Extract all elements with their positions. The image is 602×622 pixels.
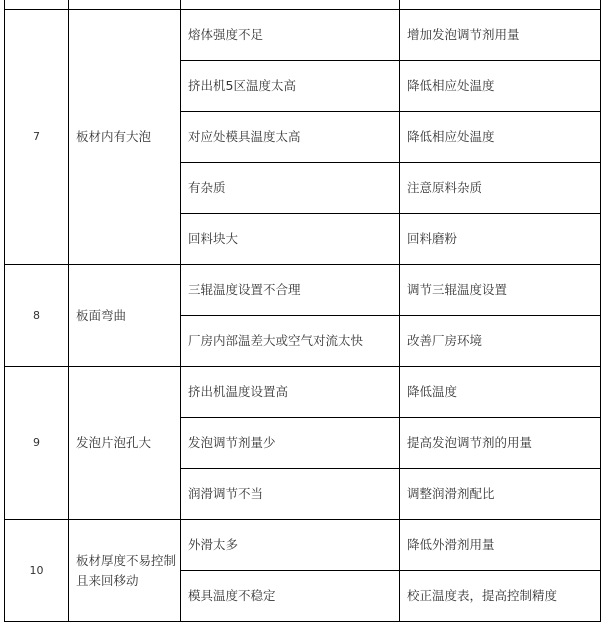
cause-cell: 回料块大 xyxy=(181,214,400,265)
table-row xyxy=(5,10,601,61)
cause-cell: 厂房内部温差大或空气对流太快 xyxy=(181,316,400,367)
fix-cell: 增加发泡调节剂用量 xyxy=(400,10,601,61)
fix-cell: 降低外滑剂用量 xyxy=(400,520,601,571)
fix-cell: 降低相应处温度 xyxy=(400,61,601,112)
table-row xyxy=(5,265,601,316)
cause-cell: 熔体强度不足 xyxy=(181,10,400,61)
fix-cell: 提高发泡调节剂的用量 xyxy=(400,418,601,469)
item-number: 7 xyxy=(5,10,69,265)
cause-cell: 有杂质 xyxy=(181,163,400,214)
problem-cell: 板材厚度不易控制且来回移动 xyxy=(69,520,181,622)
fix-cell: 注意原料杂质 xyxy=(400,163,601,214)
problem-cell: 板材内有大泡 xyxy=(69,10,181,265)
cause-cell: 外滑太多 xyxy=(181,520,400,571)
cause-cell: 对应处模具温度太高 xyxy=(181,112,400,163)
item-number: 9 xyxy=(5,367,69,520)
problem-cell: 发泡片泡孔大 xyxy=(69,367,181,520)
fix-cell: 降低温度 xyxy=(400,367,601,418)
defect-table xyxy=(4,0,601,622)
fix-cell: 校正温度表，提高控制精度 xyxy=(400,571,601,622)
item-number: 10 xyxy=(5,520,69,622)
problem-cell: 板面弯曲 xyxy=(69,265,181,367)
fix-cell: 降低相应处温度 xyxy=(400,112,601,163)
table-row xyxy=(5,367,601,418)
fix-cell: 改善厂房环境 xyxy=(400,316,601,367)
cause-cell: 发泡调节剂量少 xyxy=(181,418,400,469)
item-number: 8 xyxy=(5,265,69,367)
fix-cell: 调节三辊温度设置 xyxy=(400,265,601,316)
table-row xyxy=(5,520,601,571)
table-row-previous-partial xyxy=(5,0,601,10)
fix-cell: 回料磨粉 xyxy=(400,214,601,265)
cause-cell: 挤出机温度设置高 xyxy=(181,367,400,418)
cause-cell: 挤出机5区温度太高 xyxy=(181,61,400,112)
fix-cell: 调整润滑剂配比 xyxy=(400,469,601,520)
cause-cell: 三辊温度设置不合理 xyxy=(181,265,400,316)
cause-cell: 润滑调节不当 xyxy=(181,469,400,520)
cause-cell: 模具温度不稳定 xyxy=(181,571,400,622)
